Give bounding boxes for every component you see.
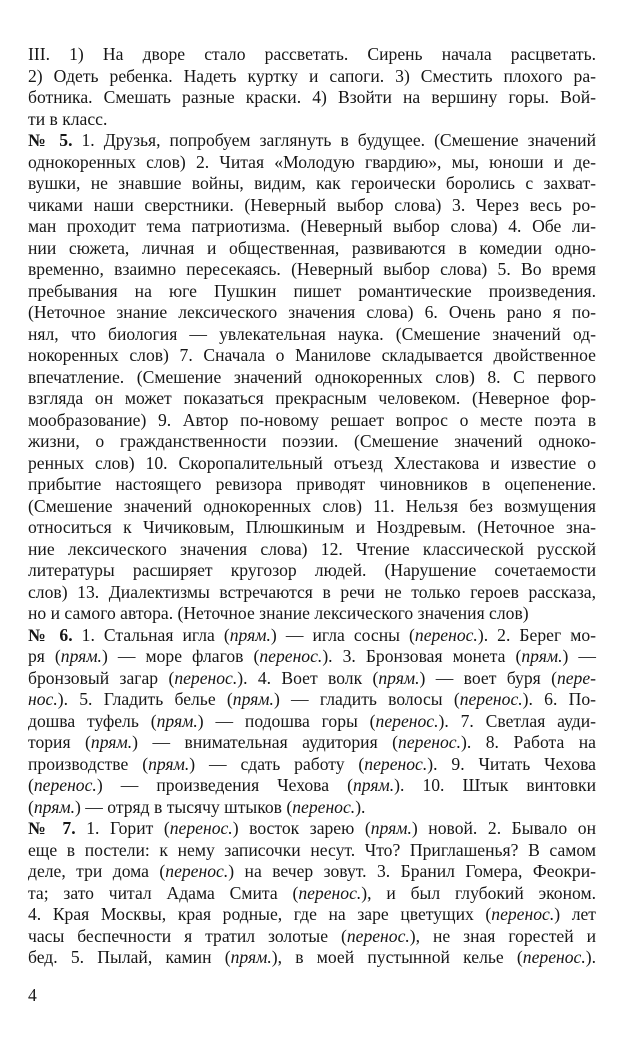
text-fragment: ). 9. Читать Чехова	[427, 753, 596, 774]
text-fragment: деле, три дома (	[28, 861, 166, 881]
text-line	[28, 130, 596, 152]
meaning-label: перенос.	[459, 689, 523, 709]
text-fragment: ) —	[562, 646, 596, 666]
text-line	[28, 904, 596, 926]
text-line	[28, 883, 596, 905]
text-fragment: ) — воет буря (	[419, 667, 557, 688]
meaning-label: перенос.	[169, 818, 233, 838]
text-fragment: ), в моей пустынной келье (	[271, 947, 523, 967]
text-fragment: ). 8. Работа на	[461, 732, 596, 752]
meaning-label: прям.	[232, 689, 274, 709]
text-line	[28, 689, 596, 711]
text-fragment: нял, что биология — увлекательная наука. (Смешение значений од-	[28, 323, 596, 344]
text-fragment: ) — море флагов (	[101, 646, 260, 666]
text-fragment: прибытие настоящего ревизора приводят чиновников в оцепенение.	[28, 474, 596, 494]
text-fragment: ) на вечер зовут. 3. Бранил Гомера, Феокри-	[228, 861, 597, 881]
text-line	[28, 474, 596, 496]
text-line	[28, 582, 596, 604]
meaning-label: прям.	[90, 732, 133, 752]
meaning-label: перенос.	[33, 775, 97, 795]
text-fragment: ) — подошва горы (	[197, 710, 376, 731]
text-fragment: ботника. Смешать разные краски. 4) Взойти на вершину горы. Вой-	[28, 87, 596, 107]
text-fragment: пребывания на юге Пушкин пишет романтические произведения.	[28, 280, 596, 301]
text-fragment: 4. Края Москвы, края родные, где на заре цветущих (	[28, 904, 492, 924]
meaning-label: перенос.	[259, 646, 323, 666]
meaning-label: прям.	[352, 775, 395, 795]
meaning-label: перенос.	[292, 796, 356, 817]
exercise-number: № 6.	[28, 624, 73, 645]
text-fragment: ). 5. Гладить белье (	[57, 689, 233, 709]
text-fragment: ман проходит тема патриотизма. (Неверный выбор слова) 4. Обе ли-	[28, 216, 596, 236]
text-fragment: слов) 13. Диалектизмы встречаются в речи не только героев рассказа,	[28, 581, 596, 602]
text-line	[28, 173, 596, 195]
text-line	[28, 797, 596, 819]
text-line	[28, 281, 596, 303]
meaning-label: перенос.	[165, 861, 229, 881]
text-fragment: литературы расширяет кругозор людей. (Нарушение сочетаемости	[28, 560, 596, 580]
text-line	[28, 775, 596, 797]
meaning-label: перенос.	[346, 925, 410, 946]
text-fragment: бед. 5. Пылай, камин (	[28, 947, 231, 967]
text-fragment: ) — внимательная аудитория (	[132, 732, 399, 752]
text-line	[28, 453, 596, 475]
text-line	[28, 517, 596, 539]
text-line	[28, 754, 596, 776]
text-line	[28, 603, 596, 625]
text-fragment: жизни, о гражданственности поэзии. (Смешение значений одноко-	[28, 431, 596, 451]
meaning-label: перенос.	[398, 732, 461, 752]
text-line	[28, 947, 596, 969]
text-fragment: нокоренных слов) 7. Сначала о Манилове складывается двойственное	[28, 345, 596, 365]
page-body-text	[28, 44, 596, 969]
meaning-label: перенос.	[375, 710, 439, 731]
meaning-label: перенос.	[364, 753, 428, 774]
text-fragment: ). 2. Берег мо-	[477, 624, 597, 645]
text-fragment: 1. Друзья, попробуем заглянуть в будущее. (Смешение значений	[72, 130, 596, 150]
text-line	[28, 646, 596, 668]
text-fragment: ) — сдать работу (	[189, 753, 365, 774]
text-line	[28, 668, 596, 690]
text-fragment: нии сюжета, личная и общественная, развиваются в комедии одно-	[28, 237, 596, 258]
meaning-label: прям.	[156, 710, 198, 731]
meaning-label: перенос.	[491, 904, 555, 924]
text-line	[28, 732, 596, 754]
meaning-label: прям.	[60, 646, 102, 666]
text-fragment: мообразование) 9. Автор по-новому решает вопрос о месте поэта в	[28, 409, 596, 430]
exercise-number: № 7.	[28, 818, 76, 838]
text-line	[28, 195, 596, 217]
text-fragment: ). 4. Воет волк (	[237, 667, 379, 688]
text-fragment: ).	[585, 947, 597, 967]
text-fragment: ), и был глубокий эконом.	[361, 882, 596, 903]
meaning-label: перенос.	[414, 624, 478, 645]
meaning-label: нос.	[28, 689, 58, 709]
text-line	[28, 216, 596, 238]
meaning-label: прям.	[378, 667, 420, 688]
text-fragment: чиками наши сверстники. (Неверный выбор слова) 3. Через весь ро-	[28, 194, 596, 215]
text-fragment: ). 7. Светлая ауди-	[438, 710, 597, 731]
text-fragment: III. 1) На дворе стало рассветать. Сирень начала расцветать.	[28, 44, 596, 64]
text-fragment: взгляда он может показаться прекрасным человеком. (Неверное фор-	[28, 388, 596, 408]
text-line	[28, 259, 596, 281]
text-fragment: (Неточное знание лексического значения слова) 6. Очень рано я по-	[28, 302, 596, 322]
text-fragment: ) лет	[554, 904, 596, 924]
exercise-number: № 5.	[28, 130, 73, 150]
text-fragment: (	[28, 775, 34, 795]
text-line	[28, 152, 596, 174]
text-fragment: ). 6. По-	[522, 689, 596, 709]
text-line	[28, 431, 596, 453]
text-line	[28, 625, 596, 647]
text-fragment: 1. Стальная игла (	[72, 624, 230, 645]
text-fragment: та; зато читал Адама Смита (	[28, 882, 299, 903]
text-line	[28, 302, 596, 324]
meaning-label: перенос.	[298, 882, 362, 903]
text-fragment: ) — отряд в тысячу штыков (	[75, 796, 293, 817]
text-line	[28, 840, 596, 862]
text-line	[28, 388, 596, 410]
text-line	[28, 410, 596, 432]
text-fragment: ) новой. 2. Бывало он	[411, 818, 596, 838]
text-line	[28, 496, 596, 518]
text-fragment: ), не зная горестей и	[409, 925, 596, 946]
text-fragment: ние лексического значения слова) 12. Чтение классической русской	[28, 538, 596, 559]
text-fragment: бронзовый загар (	[28, 667, 175, 688]
meaning-label: перенос.	[522, 947, 586, 967]
text-line	[28, 926, 596, 948]
text-fragment: впечатление. (Смешение значений однокоренных слов) 8. С первого	[28, 366, 596, 387]
text-fragment: ренных слов) 10. Скоропалительный отъезд Хлестакова и известие о	[28, 452, 596, 473]
text-line	[28, 711, 596, 733]
meaning-label: пере-	[556, 667, 597, 688]
text-fragment: ря (	[28, 646, 61, 666]
text-line	[28, 560, 596, 582]
text-fragment: временно, взаимно пересекаясь. (Неверный выбор слова) 5. Во время	[28, 259, 596, 279]
text-fragment: однокоренных слов) 2. Читая «Молодую гвардию», мы, юноши и де-	[28, 151, 596, 172]
text-line	[28, 44, 596, 66]
text-line	[28, 109, 596, 131]
text-fragment: 1. Горит (	[75, 818, 170, 838]
text-line	[28, 66, 596, 88]
text-fragment: (	[28, 796, 34, 817]
text-line	[28, 87, 596, 109]
text-fragment: но и самого автора. (Неточное знание лексического значения слов)	[28, 603, 529, 623]
text-fragment: ).	[355, 796, 366, 817]
meaning-label: прям.	[230, 947, 272, 967]
text-line	[28, 861, 596, 883]
text-fragment: относиться к Чичиковым, Плюшкиным и Ноздревым. (Неточное зна-	[28, 517, 596, 537]
text-line	[28, 818, 596, 840]
text-fragment: ). 10. Штык винтовки	[394, 775, 596, 795]
page-number: 4	[28, 985, 37, 1005]
text-line	[28, 367, 596, 389]
meaning-label: перенос.	[174, 667, 238, 688]
text-fragment: 2) Одеть ребенка. Надеть куртку и сапоги. 3) Сместить плохого ра-	[28, 65, 596, 86]
text-line	[28, 539, 596, 561]
text-fragment: ) — игла сосны (	[270, 624, 415, 645]
text-fragment: ти в класс.	[28, 108, 108, 129]
text-fragment: ) — произведения Чехова (	[96, 775, 353, 795]
text-fragment: ) — гладить волосы (	[273, 689, 460, 709]
text-fragment: ) восток зарею (	[232, 818, 371, 838]
text-fragment: (Смешение значений однокоренных слов) 11. Нельзя без возмущения	[28, 495, 596, 516]
text-line	[28, 345, 596, 367]
text-fragment: тория (	[28, 732, 91, 752]
meaning-label: прям.	[370, 818, 412, 838]
text-fragment: вушки, не знавшие войны, видим, как героически боролись с захват-	[28, 173, 596, 193]
text-fragment: производстве (	[28, 753, 149, 774]
text-fragment: часы беспечности я тратил золотые (	[28, 925, 347, 946]
meaning-label: прям.	[148, 753, 190, 774]
meaning-label: прям.	[521, 646, 563, 666]
text-fragment: еще в постели: к нему записочки несут. Что? Приглашенья? В самом	[28, 839, 596, 860]
meaning-label: прям.	[229, 624, 271, 645]
text-fragment: дошва туфель (	[28, 710, 157, 731]
text-line	[28, 238, 596, 260]
meaning-label: прям.	[33, 796, 76, 817]
text-fragment: ). 3. Бронзовая монета (	[322, 646, 522, 666]
text-line	[28, 324, 596, 346]
